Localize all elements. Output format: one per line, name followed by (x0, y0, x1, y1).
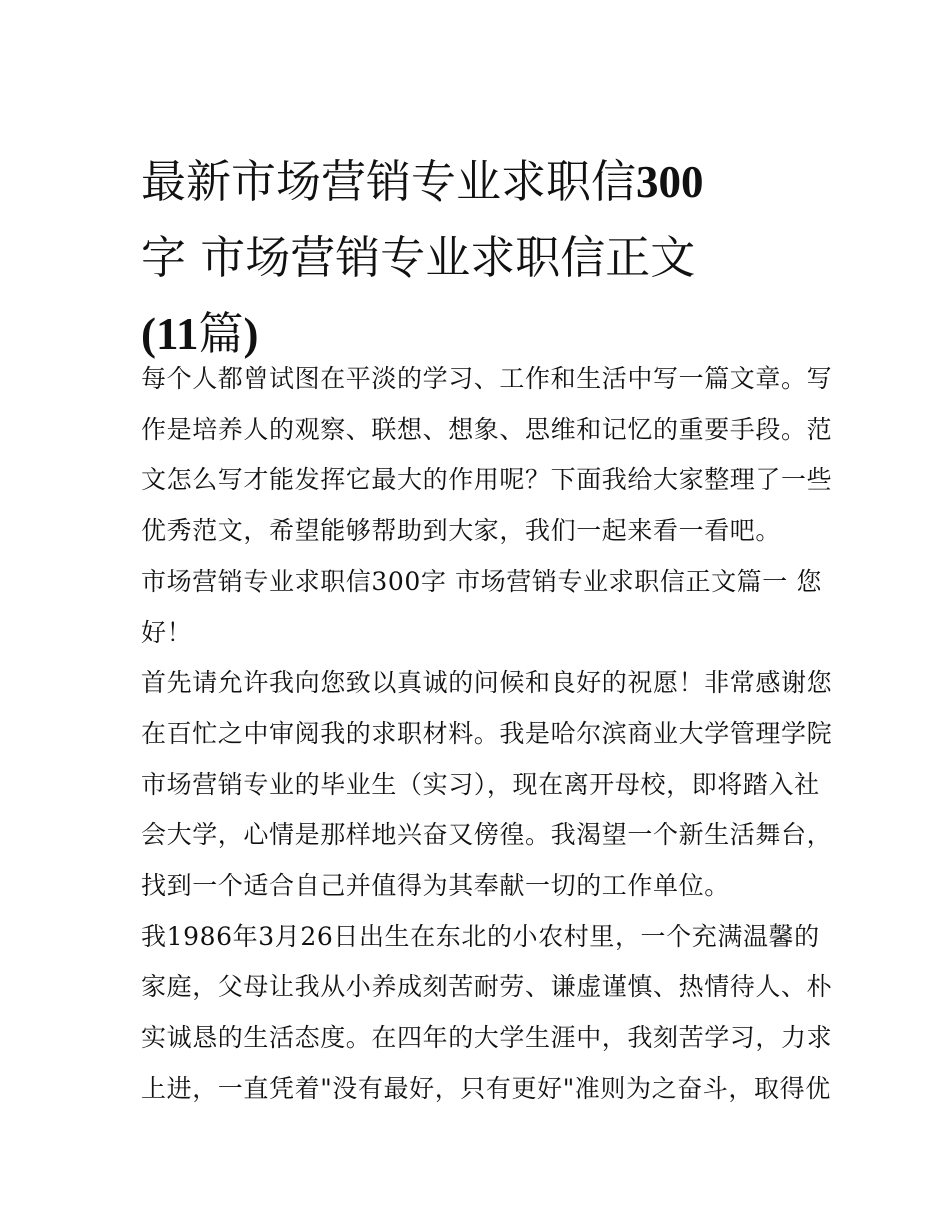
text-line: 好！ (141, 617, 193, 647)
document-title (141, 144, 841, 372)
paragraph-background (141, 912, 833, 1115)
paragraph-greeting (141, 658, 833, 912)
text-line: 优秀范文，希望能够帮助到大家，我们一起来看一看吧。 (141, 516, 782, 546)
document-body (141, 354, 833, 1115)
text-line: 会大学，心情是那样地兴奋又傍徨。我渴望一个新生活舞台， (141, 820, 833, 850)
text-line: 文怎么写才能发挥它最大的作用呢？下面我给大家整理了一些 (141, 465, 833, 495)
text-line: 上进，一直凭着"没有最好，只有更好"准则为之奋斗，取得优 (141, 1073, 831, 1103)
paragraph-section-heading (141, 557, 821, 658)
text-line: 作是培养人的观察、联想、想象、思维和记忆的重要手段。范 (141, 414, 833, 444)
paragraph-intro (141, 354, 833, 557)
text-line: 家庭，父母让我从小养成刻苦耐劳、谦虚谨慎、热情待人、朴 (141, 972, 833, 1002)
text-line: 市场营销专业求职信300字 市场营销专业求职信正文篇一 您 (141, 566, 823, 596)
text-line: 市场营销专业的毕业生（实习），现在离开母校，即将踏入社 (141, 769, 820, 799)
text-line: 找到一个适合自己并值得为其奉献一切的工作单位。 (141, 871, 730, 901)
text-line: 我1986年3月26日出生在东北的小农村里，一个充满温馨的 (141, 921, 820, 951)
text-line: 在百忙之中审阅我的求职材料。我是哈尔滨商业大学管理学院 (141, 718, 833, 748)
text-line: 每个人都曾试图在平淡的学习、工作和生活中写一篇文章。写 (141, 364, 833, 393)
title-line: (11篇) (141, 307, 259, 361)
text-line: 实诚恳的生活态度。在四年的大学生涯中，我刻苦学习，力求 (141, 1023, 833, 1053)
title-line: 最新市场营销专业求职信300 (141, 155, 704, 209)
text-line: 首先请允许我向您致以真诚的问候和良好的祝愿！非常感谢您 (141, 668, 833, 698)
title-line: 字 市场营销专业求职信正文 (141, 231, 696, 285)
